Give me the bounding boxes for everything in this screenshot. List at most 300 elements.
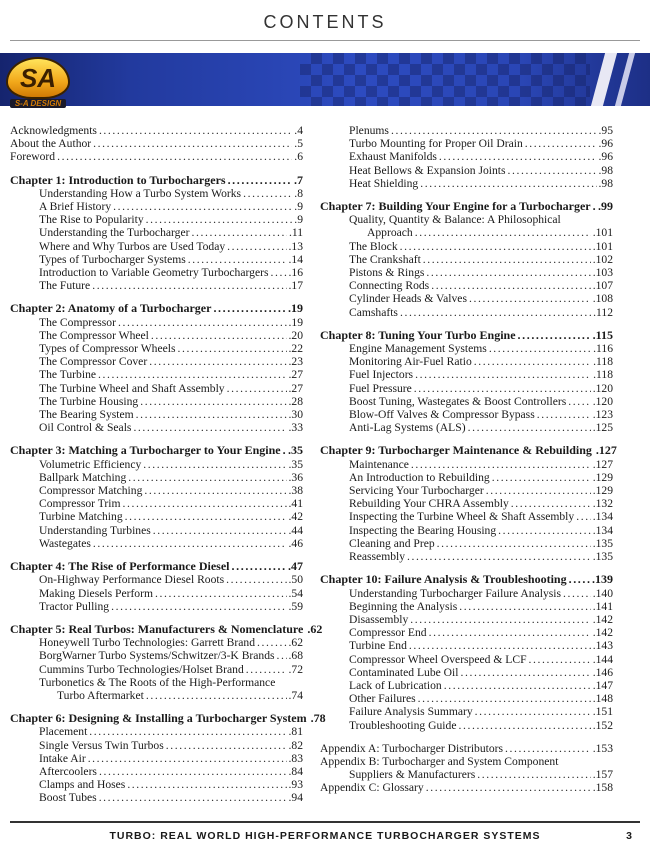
toc-entry-title: Oil Control & Seals (39, 421, 132, 435)
toc-chapter-entry (10, 711, 326, 726)
toc-entry-title: Other Failures (349, 692, 416, 706)
toc-page-number: .134 (592, 523, 613, 537)
toc-entry (10, 200, 303, 213)
toc-entry-title: Chapter 10: Failure Analysis & Troubleshooting (320, 572, 567, 587)
toc-entry (320, 497, 613, 510)
toc-entry-title: Tractor Pulling (39, 599, 110, 613)
dot-leader (426, 266, 590, 279)
toc-entry (10, 778, 303, 791)
dot-leader (409, 639, 591, 652)
toc-entry-title: Types of Turbocharger Systems (39, 252, 186, 266)
toc-page-number: .9 (294, 213, 303, 227)
toc-page-number: .146 (592, 665, 613, 679)
toc-entry-title: Chapter 6: Designing & Installing a Turbocharger System (10, 711, 307, 726)
toc-page-number: .50 (288, 573, 303, 587)
dot-leader (127, 778, 286, 791)
toc-page-number: .84 (288, 764, 303, 778)
dot-leader (439, 150, 597, 163)
toc-page-number: .19 (288, 315, 303, 329)
dot-leader (414, 382, 591, 395)
publisher-logo (6, 57, 70, 111)
dot-leader (99, 124, 292, 137)
toc-entry-title: Inspecting the Turbine Wheel & Shaft Assembly (349, 510, 575, 524)
toc-section (10, 560, 303, 613)
toc-entry-title: Fuel Injectors (349, 368, 414, 382)
toc-entry (320, 306, 613, 319)
toc-page-number: .139 (592, 572, 613, 587)
logo-subtext: S-A DESIGN (10, 99, 66, 108)
toc-entry-title: Inspecting the Bearing Housing (349, 523, 497, 537)
toc-entry (320, 705, 613, 718)
toc-entry-title: Lack of Lubrication (349, 678, 442, 692)
toc-right-column (320, 124, 617, 805)
toc-entry-title: Reassembly (349, 550, 406, 564)
toc-entry (320, 164, 613, 177)
toc-page-number: .46 (288, 536, 303, 550)
toc-page-number: .120 (592, 394, 613, 408)
toc-entry (320, 342, 613, 355)
toc-section (10, 444, 303, 550)
toc-page-number: .118 (593, 355, 613, 369)
toc-entry (10, 408, 303, 421)
toc-entry-title: Understanding Turbines (39, 523, 151, 537)
toc-entry-title: Exhaust Manifolds (349, 150, 437, 164)
dot-leader (98, 368, 286, 381)
toc-entry-title: Ballpark Matching (39, 470, 127, 484)
toc-entry-title: Types of Compressor Wheels (39, 342, 176, 356)
toc-page-number: .83 (288, 751, 303, 765)
toc-page-number: .129 (592, 484, 613, 498)
dot-leader (529, 653, 591, 666)
toc-page-number: .102 (592, 252, 613, 266)
toc-entry-title: Heat Shielding (349, 176, 419, 190)
toc-entry-title: The Compressor Cover (39, 355, 148, 369)
dot-leader (228, 174, 292, 187)
toc-entry-title: Servicing Your Turbocharger (349, 484, 484, 498)
toc-entry (320, 666, 613, 679)
toc-entry (320, 550, 613, 563)
toc-entry (320, 537, 613, 550)
toc-page-number: .41 (288, 497, 303, 511)
dot-leader (277, 649, 287, 662)
toc-chapter-entry (10, 444, 303, 457)
toc-page-number: .98 (598, 176, 613, 190)
toc-entry-title: The Turbine Wheel and Shaft Assembly (39, 381, 225, 395)
toc-entry-title: Suppliers & Manufacturers (349, 768, 476, 782)
dot-leader (458, 719, 590, 732)
toc-entry (320, 355, 613, 368)
toc-page-number: .47 (288, 559, 303, 574)
toc-entry-title: Compressor Matching (39, 484, 143, 498)
toc-entry-title: Engine Management Systems (349, 342, 487, 356)
dot-leader (246, 663, 287, 676)
toc-entry (320, 639, 613, 652)
toc-entry-title: Chapter 7: Building Your Engine for a Turbocharger (320, 199, 591, 214)
toc-section (320, 443, 617, 564)
toc-page-number: .23 (288, 355, 303, 369)
toc-entry (10, 791, 303, 804)
toc-entry-title: Maintenance (349, 457, 409, 471)
toc-chapter-entry (320, 329, 613, 342)
toc-entry (10, 471, 303, 484)
toc-page-number: .153 (592, 741, 613, 755)
banner-stripe (615, 53, 635, 106)
toc-page-number: .20 (288, 328, 303, 342)
toc-entry-title: Plenums (349, 124, 389, 137)
toc-entry (10, 484, 303, 497)
toc-page-number: .143 (592, 639, 613, 653)
toc-entry-title: Where and Why Turbos are Used Today (39, 239, 226, 253)
toc-entry (320, 421, 613, 434)
dot-leader (492, 471, 591, 484)
dot-leader (508, 164, 597, 177)
toc-page-number: .96 (598, 150, 613, 164)
toc-page-number: .135 (592, 536, 613, 550)
dot-leader (118, 316, 287, 329)
toc-chapter-entry (10, 621, 323, 636)
toc-page-number: .9 (294, 200, 303, 214)
toc-entry-title: Aftercoolers (39, 764, 97, 778)
toc-entry (320, 510, 613, 523)
toc-entry (320, 768, 613, 781)
toc-page-number: .103 (592, 266, 613, 280)
toc-entry (320, 395, 613, 408)
dot-leader (593, 200, 596, 213)
toc-page-number: .62 (307, 621, 323, 636)
dot-leader (155, 587, 287, 600)
toc-entry-title: Approach (367, 226, 413, 240)
toc-entry-title: Troubleshooting Guide (349, 718, 457, 732)
toc-page-number: .14 (288, 252, 303, 266)
toc-chapter-entry (10, 302, 303, 315)
toc-page-number: .28 (288, 394, 303, 408)
toc-entry-title: Chapter 1: Introduction to Turbochargers (10, 172, 226, 187)
dot-leader (213, 302, 286, 315)
toc-entry (10, 266, 303, 279)
toc-chapter-entry (320, 200, 613, 213)
toc-entry (10, 739, 303, 752)
toc-entry-title: Understanding Turbocharger Failure Analysis (349, 586, 561, 600)
toc-page-number: .127 (595, 443, 617, 458)
toc-entry (320, 626, 613, 639)
dot-leader (140, 395, 286, 408)
toc-entry-title: Cylinder Heads & Valves (349, 292, 467, 306)
toc-page-number: .148 (592, 692, 613, 706)
toc-page-number: .141 (592, 599, 613, 613)
toc-entry-title: Rebuilding Your CHRA Assembly (349, 497, 509, 511)
dot-leader (133, 421, 286, 434)
toc-entry-title: Intake Air (39, 751, 86, 765)
dot-leader (125, 510, 287, 523)
toc-page-number: .99 (598, 199, 613, 214)
toc-entry (10, 355, 303, 368)
toc-entry-title: BorgWarner Turbo Systems/Schwitzer/3-K Brands (39, 649, 275, 663)
toc-entry-title: The Turbine Housing (39, 394, 139, 408)
toc-entry (10, 765, 303, 778)
toc-page-number: .38 (288, 484, 303, 498)
toc-entry (320, 382, 613, 395)
toc-page-number: .35 (288, 443, 303, 458)
toc-entry (320, 458, 613, 471)
toc-entry (10, 600, 303, 613)
toc-entry (320, 484, 613, 497)
toc-section (10, 124, 303, 164)
dot-leader (460, 666, 590, 679)
dot-leader (563, 587, 591, 600)
logo-badge: SA (6, 57, 70, 99)
dot-leader (143, 458, 286, 471)
toc-entry-title: Turbonetics & The Roots of the High-Performance (39, 675, 276, 689)
toc-entry-title: Chapter 5: Real Turbos: Manufacturers & Nomenclature (10, 621, 304, 636)
toc-entry (10, 573, 303, 586)
toc-entry (10, 587, 303, 600)
toc-entry (10, 240, 303, 253)
toc-page-number: .27 (288, 381, 303, 395)
toc-entry (10, 689, 303, 702)
toc-page-number: .19 (288, 301, 303, 316)
toc-page-number: .112 (593, 305, 613, 319)
toc-page-number: .101 (592, 239, 613, 253)
toc-entry-title: The Future (39, 279, 91, 293)
toc-page-number: .17 (288, 279, 303, 293)
toc-entry-title: Boost Tuning, Wastegates & Boost Controllers (349, 394, 567, 408)
dot-leader (99, 765, 287, 778)
toc-entry (320, 653, 613, 666)
toc-entry (10, 395, 303, 408)
toc-page-number: .22 (288, 342, 303, 356)
dot-leader (283, 444, 286, 457)
toc-page-number: .129 (592, 470, 613, 484)
dot-leader (92, 279, 286, 292)
toc-page-number: .127 (592, 457, 613, 471)
dot-leader (232, 560, 286, 573)
dot-leader (88, 752, 287, 765)
toc-entry (10, 187, 303, 200)
toc-chapter-entry (10, 560, 303, 573)
toc-entry-title: Foreword (10, 150, 56, 164)
toc-page-number: .5 (294, 137, 303, 151)
toc-entry (10, 368, 303, 381)
dot-leader (123, 497, 287, 510)
toc-page-number: .152 (592, 718, 613, 732)
toc-entry (320, 600, 613, 613)
toc-entry-title: Heat Bellows & Expansion Joints (349, 163, 506, 177)
dot-leader (525, 137, 597, 150)
toc-entry-title: Appendix B: Turbocharger and System Component (320, 754, 559, 768)
toc-page-number: .142 (592, 626, 613, 640)
toc-entry-title: Appendix A: Turbocharger Distributors (320, 741, 504, 755)
toc-entry-title: Compressor Trim (39, 497, 121, 511)
toc-entry (320, 742, 613, 755)
toc-page-number: .134 (592, 510, 613, 524)
toc-entry (10, 497, 303, 510)
dot-leader (257, 636, 286, 649)
toc-entry (10, 421, 303, 434)
dot-leader (111, 600, 286, 613)
checkered-flag-pattern (300, 53, 590, 106)
toc-entry-title: Cummins Turbo Technologies/Holset Brand (39, 662, 244, 676)
toc-page-number: .120 (592, 381, 613, 395)
toc-entry-title: Chapter 9: Turbocharger Maintenance & Rebuilding (320, 443, 592, 458)
toc-entry (10, 676, 303, 689)
dot-leader (188, 253, 287, 266)
dot-leader (486, 484, 591, 497)
toc-entry-title: Connecting Rods (349, 279, 430, 293)
toc-page-number: .68 (288, 649, 303, 663)
dot-leader (420, 177, 596, 190)
toc-page-number: .72 (288, 662, 303, 676)
dot-leader (415, 368, 591, 381)
toc-entry-title: Quality, Quantity & Balance: A Philosophical (349, 213, 561, 227)
toc-entry-title: Monitoring Air-Fuel Ratio (349, 355, 472, 369)
toc-entry-title: Volumetric Efficiency (39, 457, 142, 471)
toc-section (320, 573, 613, 731)
toc-entry (320, 692, 613, 705)
dot-leader (459, 600, 590, 613)
page-title: CONTENTS (263, 12, 387, 32)
toc-page-number: .33 (288, 421, 303, 435)
toc-entry (10, 649, 303, 662)
dot-leader (410, 613, 590, 626)
toc-entry-title: Cleaning and Prep (349, 536, 435, 550)
toc-page-number: .16 (288, 266, 303, 280)
toc-page-number: .6 (294, 150, 303, 164)
toc-page-number: .108 (592, 292, 613, 306)
toc-entry (10, 510, 303, 523)
toc-page-number: .8 (294, 186, 303, 200)
dot-leader (568, 395, 590, 408)
toc-section (10, 174, 303, 293)
toc-entry (10, 752, 303, 765)
toc-entry (320, 150, 613, 163)
toc-entry-title: Blow-Off Valves & Compressor Bypass (349, 408, 535, 422)
dot-leader (576, 510, 591, 523)
toc-page-number: .98 (598, 163, 613, 177)
toc-page-number: .158 (592, 781, 613, 795)
toc-entry-title: Boost Tubes (39, 791, 97, 805)
toc-entry (320, 471, 613, 484)
toc-entry (320, 524, 613, 537)
dot-leader (391, 124, 597, 137)
toc-entry-title: An Introduction to Rebuilding (349, 470, 490, 484)
toc-page-number: .93 (288, 778, 303, 792)
dot-leader (423, 253, 591, 266)
toc-page-number: .27 (288, 368, 303, 382)
toc-page-number: .81 (288, 725, 303, 739)
dot-leader (99, 791, 287, 804)
toc-section (320, 742, 613, 795)
dot-leader (400, 240, 591, 253)
dot-leader (89, 725, 286, 738)
dot-leader (511, 497, 591, 510)
toc-page-number: .115 (592, 327, 613, 342)
toc-entry (320, 279, 613, 292)
dot-leader (243, 187, 292, 200)
dot-leader (227, 240, 286, 253)
toc-entry-title: Clamps and Hoses (39, 778, 126, 792)
dot-leader (407, 550, 591, 563)
toc-entry (10, 316, 303, 329)
dot-leader (270, 266, 286, 279)
toc-entry-title: Acknowledgments (10, 124, 97, 137)
toc-entry-title: Camshafts (349, 305, 398, 319)
toc-entry-title: Understanding the Turbocharger (39, 226, 190, 240)
toc-page-number: .78 (310, 711, 326, 726)
toc-entry (10, 382, 303, 395)
footer-divider (10, 821, 640, 823)
dot-leader (400, 306, 591, 319)
toc-page-number: .144 (592, 652, 613, 666)
dot-leader (153, 524, 287, 537)
banner-stripe (591, 53, 617, 106)
toc-entry (320, 266, 613, 279)
toc-entry (320, 292, 613, 305)
dot-leader (93, 537, 287, 550)
dot-leader (227, 382, 287, 395)
toc-chapter-entry (10, 174, 303, 187)
toc-entry (10, 137, 303, 150)
toc-entry (320, 137, 613, 150)
footer-book-title: TURBO: REAL WORLD HIGH-PERFORMANCE TURBOCHARGER SYSTEMS (109, 830, 541, 842)
dot-leader (149, 355, 286, 368)
dot-leader (226, 573, 286, 586)
toc-section (10, 302, 303, 434)
dot-leader (431, 279, 591, 292)
toc-entry (320, 679, 613, 692)
toc-chapter-entry (320, 443, 617, 458)
toc-page-number: .7 (294, 172, 303, 187)
dot-leader (151, 329, 287, 342)
toc-page-number: .54 (288, 586, 303, 600)
dot-leader (166, 739, 287, 752)
toc-page-number: .11 (288, 226, 303, 240)
toc-entry-title: Beginning the Analysis (349, 599, 458, 613)
toc-entry (10, 458, 303, 471)
toc-entry (320, 368, 613, 381)
dot-leader (146, 689, 287, 702)
toc-entry (10, 636, 303, 649)
toc-entry (10, 253, 303, 266)
toc-left-column (10, 124, 326, 815)
dot-leader (505, 742, 591, 755)
toc-page-number: .94 (288, 791, 303, 805)
toc-section (10, 711, 326, 805)
dot-leader (444, 679, 591, 692)
toc-page-number: .36 (288, 470, 303, 484)
toc-entry-title: Wastegates (39, 536, 91, 550)
dot-leader (93, 137, 292, 150)
toc-entry-title: The Block (349, 239, 398, 253)
title-divider (10, 40, 640, 41)
toc-entry (320, 177, 613, 190)
toc-page-number: .13 (288, 239, 303, 253)
toc-page-number: .96 (598, 137, 613, 151)
page-number: 3 (626, 830, 632, 842)
toc-entry-title: The Rise to Popularity (39, 213, 144, 227)
dot-leader (537, 408, 591, 421)
toc-page-number: .95 (598, 124, 613, 137)
toc-entry (320, 613, 613, 626)
toc-page-number: .44 (288, 523, 303, 537)
toc-entry-title: Anti-Lag Systems (ALS) (349, 421, 466, 435)
toc-entry-title: Placement (39, 725, 88, 739)
toc-entry (10, 537, 303, 550)
toc-entry-title: The Turbine (39, 368, 97, 382)
toc-entry-title: A Brief History (39, 200, 112, 214)
toc-entry (320, 226, 613, 239)
toc-page-number: .125 (592, 421, 613, 435)
toc-entry-title: The Crankshaft (349, 252, 421, 266)
